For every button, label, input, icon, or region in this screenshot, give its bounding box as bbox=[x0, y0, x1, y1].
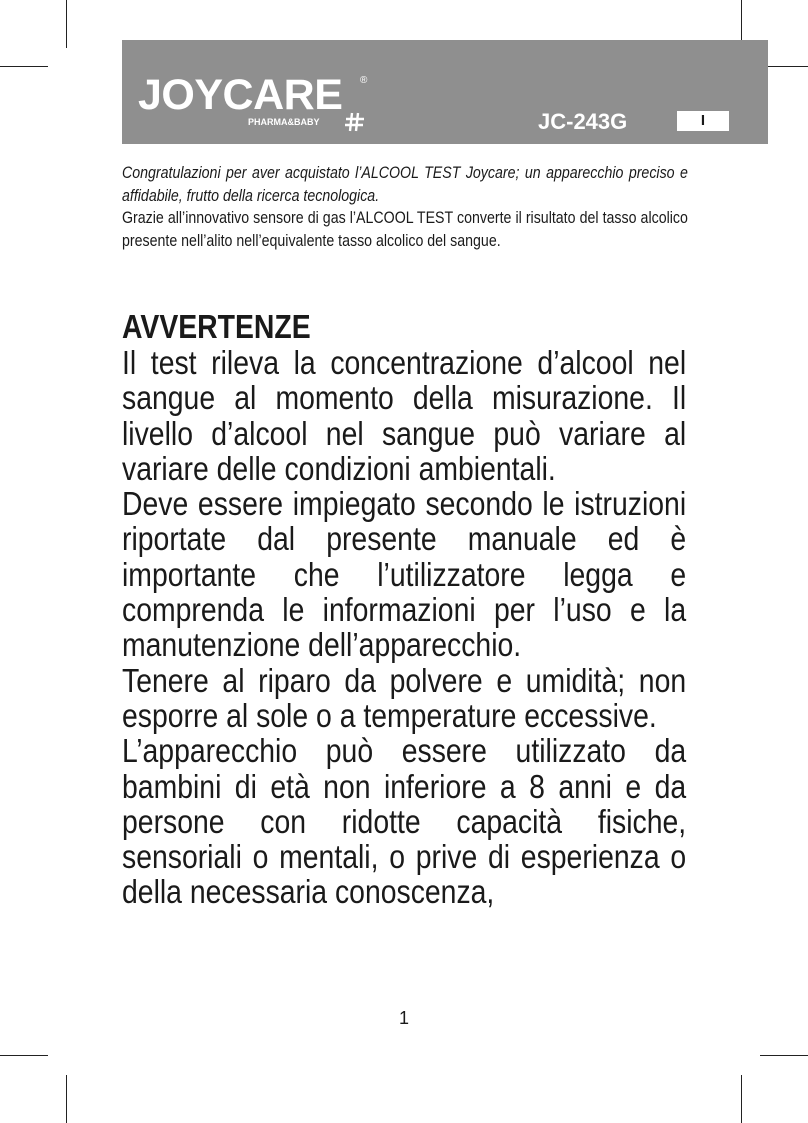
warning-paragraph: L’apparecchio può essere utilizzato da bambini di età non inferiore a 8 anni e da persone con ridotte capacità fisiche, sensoriali o mentali, o prive di esperienza o della necessaria conoscenza, bbox=[122, 732, 687, 911]
intro-sensor-description: Grazie all’innovativo sensore di gas l’ALCOOL TEST converte il risultato del tasso alcolico presente nell’alito nell’equivalente tasso alcolico del sangue. bbox=[122, 209, 688, 250]
language-badge: I bbox=[677, 111, 729, 131]
model-number: JC-243G bbox=[538, 109, 628, 134]
brand-subtitle: PHARMA&BABY bbox=[248, 117, 320, 127]
registered-mark: ® bbox=[360, 75, 368, 86]
crop-mark-bottom-right-vertical bbox=[741, 1075, 742, 1123]
crop-mark-bottom-left-horizontal bbox=[0, 1055, 48, 1056]
warning-paragraph: Il test rileva la concentrazione d’alcool nel sangue al momento della misurazione. Il livello d’alcool nel sangue può variare al variare delle condizioni ambientali. bbox=[122, 344, 687, 487]
intro-congratulations: Congratulazioni per aver acquistato l’ALCOOL TEST Joycare; un apparecchio preciso e affidabile, frutto della ricerca tecnologica. bbox=[122, 164, 688, 205]
intro-text bbox=[122, 162, 688, 252]
warning-paragraph: Deve essere impiegato secondo le istruzioni riportate dal presente manuale ed è importante che l’utilizzatore legga e comprenda le informazioni per l’uso e la manutenzione dell’apparecchio. bbox=[122, 485, 687, 664]
header-band bbox=[122, 40, 768, 144]
brand-name: JOYCARE bbox=[138, 71, 343, 119]
warning-paragraph: Tenere al riparo da polvere e umidità; non esporre al sole o a temperature eccessive. bbox=[122, 661, 687, 734]
crop-mark-bottom-right-horizontal bbox=[760, 1055, 808, 1056]
warnings-title: AVVERTENZE bbox=[122, 308, 311, 345]
crop-mark-top-left-vertical bbox=[66, 0, 67, 48]
page-number: 1 bbox=[398, 1008, 409, 1028]
pharma-cross-icon bbox=[344, 112, 366, 132]
crop-mark-top-left-horizontal bbox=[0, 66, 48, 67]
crop-mark-bottom-left-vertical bbox=[66, 1075, 67, 1123]
warnings-body bbox=[122, 345, 686, 910]
